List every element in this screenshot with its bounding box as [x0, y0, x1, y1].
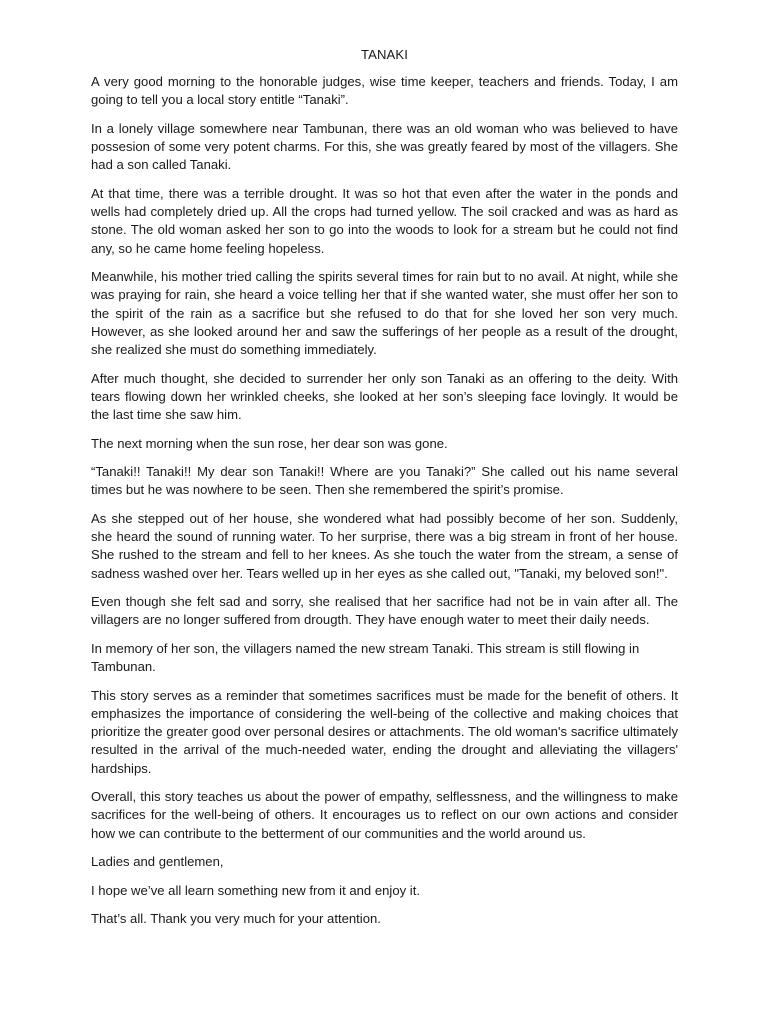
paragraph-stream: As she stepped out of her house, she wondered what had possibly become of her son. Suddenly, she heard the sound of running water. To her surprise, there was a big stream in front of her house. She rushed to the stream and fell to her knees. As she touch the water from the stream, a sense of sadness washed over her. Tears welled up in her eyes as she called out, "Tanaki, my beloved son!".	[91, 511, 678, 581]
paragraph-moral: This story serves as a reminder that sometimes sacrifices must be made for the benefit of others. It emphasizes the importance of considering the well-being of the collective and making choices that prioritize the greater good over personal desires or attachments. The old woman's sacrifice ultimately resulted in the arrival of the much-needed water, ending the drought and alleviating the villagers' hardships.	[91, 687, 678, 776]
paragraph-drought: At that time, there was a terrible drought. It was so hot that even after the water in the ponds and wells had completely dried up. All the crops had turned yellow. The soil cracked and was as hard as stone. The old woman asked her son to go into the woods to look for a stream but he could not find any, so he came home feeling hopeless.	[91, 186, 678, 256]
paragraph-spirits: Meanwhile, his mother tried calling the spirits several times for rain but to no avail. At night, while she was praying for rain, she heard a voice telling her that if she wanted water, she must offer her son to the spirit of the rain as a sacrifice but she refused to do that for she loved her son very much. However, as she looked around her and saw the sufferings of her people as a result of the drought, she realized she must do something immediately.	[91, 269, 678, 358]
paragraph-realisation: Even though she felt sad and sorry, she realised that her sacrifice had not be in vain after all. The villagers are no longer suffered from drougth. They have enough water to meet their daily needs.	[91, 594, 678, 628]
paragraph-closing: That’s all. Thank you very much for your attention.	[91, 911, 381, 927]
paragraph-memory: In memory of her son, the villagers named the new stream Tanaki. This stream is still flowing in Tambunan.	[91, 641, 640, 675]
paragraph-salutation: Ladies and gentlemen,	[91, 854, 224, 870]
document-title: TANAKI	[361, 47, 408, 62]
paragraph-morning: The next morning when the sun rose, her dear son was gone.	[91, 435, 448, 451]
paragraph-greeting: A very good morning to the honorable judges, wise time keeper, teachers and friends. Today, I am going to tell you a local story entitle “Tanaki”.	[91, 74, 678, 108]
paragraph-offering: After much thought, she decided to surrender her only son Tanaki as an offering to the deity. With tears flowing down her wrinkled cheeks, she looked at her son’s sleeping face lovingly. It would be the last time she saw him.	[91, 370, 678, 423]
paragraph-hope: I hope we’ve all learn something new from it and enjoy it.	[91, 882, 420, 898]
paragraph-overall: Overall, this story teaches us about the power of empathy, selflessness, and the willingness to make sacrifices for the well-being of others. It encourages us to reflect on our own actions and consider how we can contribute to the betterment of our communities and the world around us.	[91, 789, 678, 841]
paragraph-calling: “Tanaki!! Tanaki!! My dear son Tanaki!! Where are you Tanaki?” She called out his name several times but he was nowhere to be seen. Then she remembered the spirit’s promise.	[91, 464, 678, 498]
paragraph-village: In a lonely village somewhere near Tambunan, there was an old woman who was believed to have possesion of some very potent charms. For this, she was greatly feared by most of the villagers. She had a son called Tanaki.	[91, 121, 678, 173]
